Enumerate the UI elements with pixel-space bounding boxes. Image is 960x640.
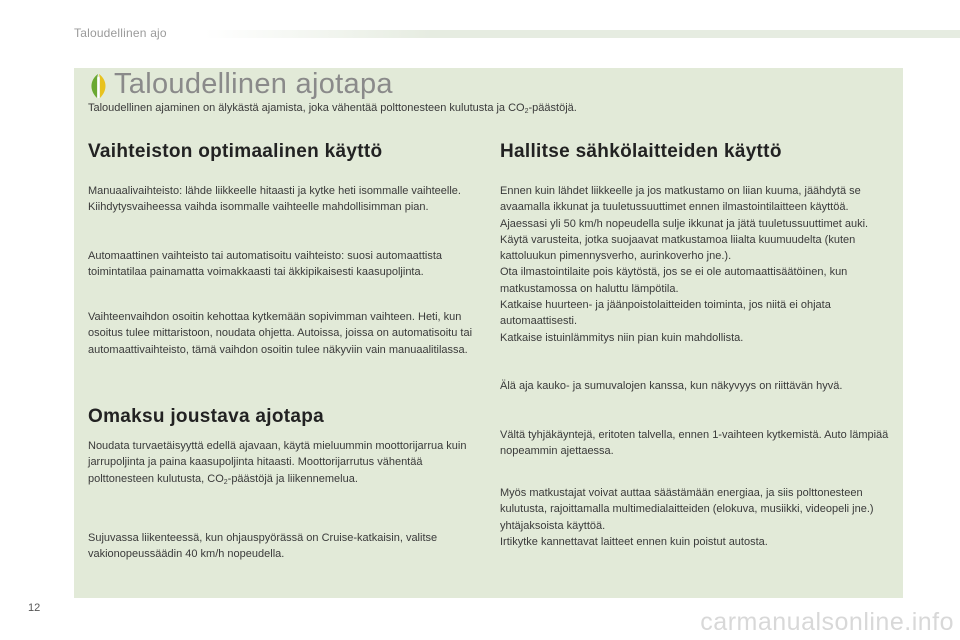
electrical-paragraph-2-wrap (500, 378, 892, 394)
gearbox-paragraph-1: Manuaalivaihteisto: lähde liikkeelle hitaasti ja kytke heti isommalle vaihteelle. Kiihdytysvaiheessa vaihda isommalle vaihteelle mahdollisimman pian. (88, 185, 461, 214)
gearbox-paragraph-3-wrap (88, 309, 480, 358)
flexible-paragraph-1-wrap (88, 438, 480, 491)
electrical-section (500, 141, 892, 163)
electrical-paragraph-1-wrap (500, 183, 892, 346)
gearbox-heading: Vaihteiston optimaalinen käyttö (88, 141, 383, 162)
gearbox-paragraph-3: Vaihteenvaihdon osoitin kehottaa kytkemään sopivimman vaihteen. Heti, kun osoitus tulee mittaristoon, noudata ohjetta. Autoissa, joissa on automatisoitu tai automaattivaihteisto, tämä vaihdon osoitin tulee näkyviin vain manuaalitilassa. (88, 311, 473, 356)
flexible-section (88, 406, 480, 428)
page-title: Taloudellinen ajotapa (114, 68, 393, 100)
electrical-paragraph-3-wrap (500, 427, 892, 460)
gearbox-paragraph-1-wrap (88, 183, 480, 216)
flexible-paragraph-1: Noudata turvaetäisyyttä edellä ajavaan, käytä mieluummin moottorijarrua kuin jarrupoljinta ja paina kaasupoljinta hitaasti. Moottorijarrutus vähentää polttonesteen kulutusta, $CO_2$-päästöjä ja liikennemelua. (88, 440, 467, 486)
intro-text: Taloudellinen ajaminen on älykästä ajamista, joka vähentää polttonesteen kulutusta ja $CO_2$-päästöjä. (88, 102, 577, 115)
gearbox-paragraph-2: Automaattinen vaihteisto tai automatisoitu vaihteisto: suosi automaattista toimintatilaa painamatta voimakkaasti tai äkkipikaisesti kaasupoljinta. (88, 250, 443, 279)
leaf-icon (87, 73, 109, 99)
flexible-paragraph-2-wrap (88, 530, 480, 563)
electrical-paragraph-4: Myös matkustajat voivat auttaa säästämään energiaa, ja siis polttonesteen kulutusta, rajoittamalla multimedialaitteiden (elokuva, musiikki, videopeli jne.) yhtäjaksoista käyttöä. Irtikytke kannettavat laitteet ennen kuin poistut autosta. (500, 487, 874, 548)
flexible-heading: Omaksu joustava ajotapa (88, 406, 325, 427)
page-number: 12 (28, 602, 41, 614)
header-rule (205, 30, 960, 38)
electrical-paragraph-3: Vältä tyhjäkäyntejä, eritoten talvella, ennen 1-vaihteen kytkemistä. Auto lämpiää nopeammin ajettaessa. (500, 429, 889, 458)
watermark: carmanualsonline.info (700, 608, 954, 636)
gearbox-paragraph-2-wrap (88, 248, 480, 281)
electrical-paragraph-4-wrap (500, 485, 892, 550)
gearbox-section (88, 141, 480, 163)
electrical-paragraph-2: Älä aja kauko- ja sumuvalojen kanssa, kun näkyvyys on riittävän hyvä. (500, 380, 843, 392)
electrical-heading: Hallitse sähkölaitteiden käyttö (500, 141, 782, 162)
section-header-title: Taloudellinen ajo (74, 26, 167, 40)
electrical-paragraph-1: Ennen kuin lähdet liikkeelle ja jos matkustamo on liian kuuma, jäähdytä se avaamalla ikkunat ja tuuletussuuttimet ennen ilmastointilaitteen käyttöä. Ajaessasi yli 50 km/h nopeudella sulje ikkunat ja jätä tuuletussuuttimet auki. Käytä varusteita, jotka suojaavat matkustamoa liialta kuumuudelta (kuten kattoluukun pimennysverho, aurinkoverho jne.). Ota ilmastointilaite pois käytöstä, jos se ei ole automaattisäätöinen, kun matkustamossa on haluttu lämpötila. Katkaise huurteen- ja jäänpoistolaitteiden toiminta, jos niitä ei ohjata automaattisesti. Katkaise istuinlämmitys niin pian kuin mahdollista. (500, 185, 869, 344)
flexible-paragraph-2: Sujuvassa liikenteessä, kun ohjauspyörässä on Cruise-katkaisin, valitse vakionopeussäädin 40 km/h nopeudella. (88, 532, 438, 561)
